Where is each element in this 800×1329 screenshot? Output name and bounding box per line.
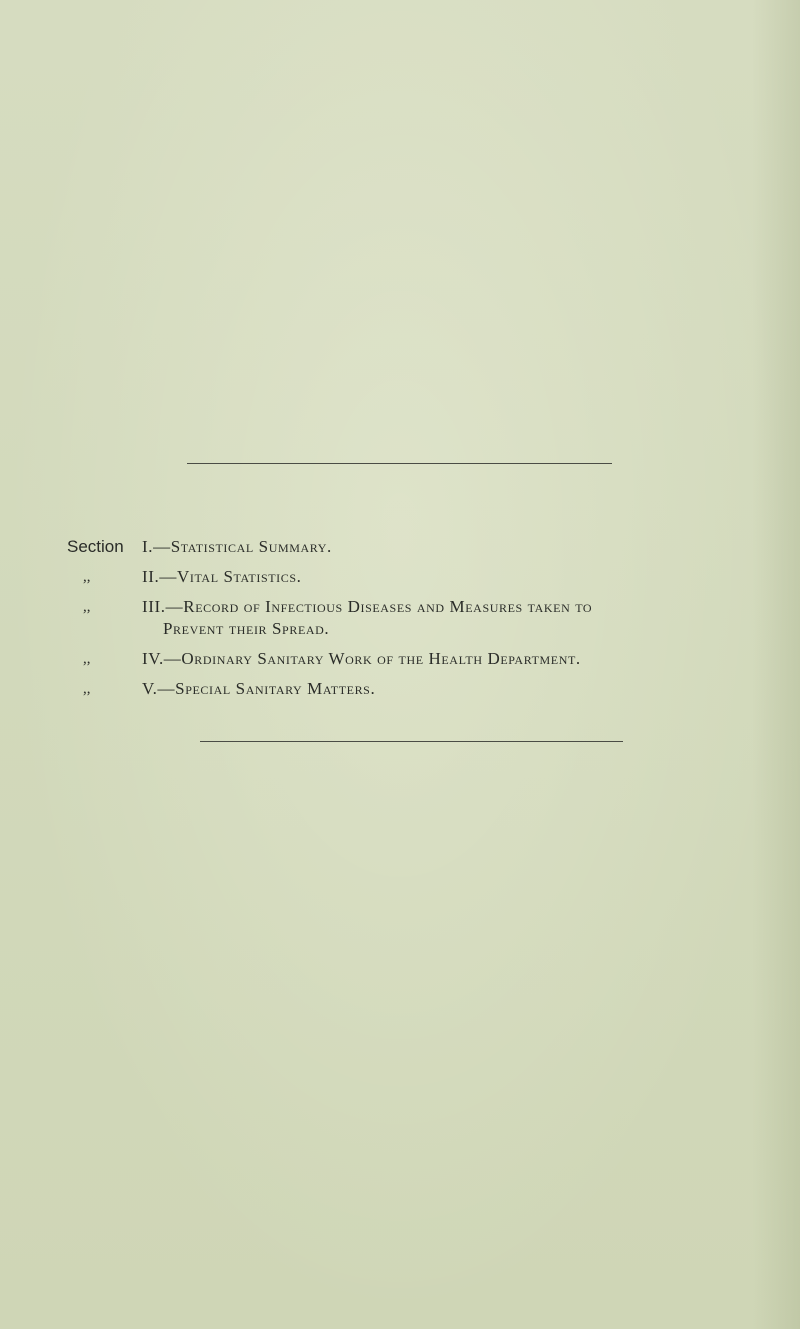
ditto-mark: ,, bbox=[83, 569, 91, 585]
section-entry-2 bbox=[0, 566, 800, 596]
section-title-1: I.—Statistical Summary. bbox=[142, 537, 332, 556]
section-entry-3 bbox=[0, 596, 800, 626]
section-entry-4 bbox=[0, 648, 800, 678]
section-entry-5 bbox=[0, 678, 800, 708]
section-label: Section bbox=[67, 537, 124, 556]
ditto-mark: ,, bbox=[83, 681, 91, 697]
section-title-3: III.—Record of Infectious Diseases and Measures taken to bbox=[142, 597, 593, 616]
top-divider-rule bbox=[187, 463, 612, 464]
section-title-3-continuation: Prevent their Spread. bbox=[163, 619, 330, 638]
section-entry-1 bbox=[0, 536, 800, 566]
ditto-mark: ,, bbox=[83, 599, 91, 615]
section-title-4: IV.—Ordinary Sanitary Work of the Health Department. bbox=[142, 649, 581, 668]
ditto-mark: ,, bbox=[83, 651, 91, 667]
section-title-2: II.—Vital Statistics. bbox=[142, 567, 302, 586]
section-title-5: V.—Special Sanitary Matters. bbox=[142, 679, 376, 698]
bottom-divider-rule bbox=[200, 741, 623, 742]
